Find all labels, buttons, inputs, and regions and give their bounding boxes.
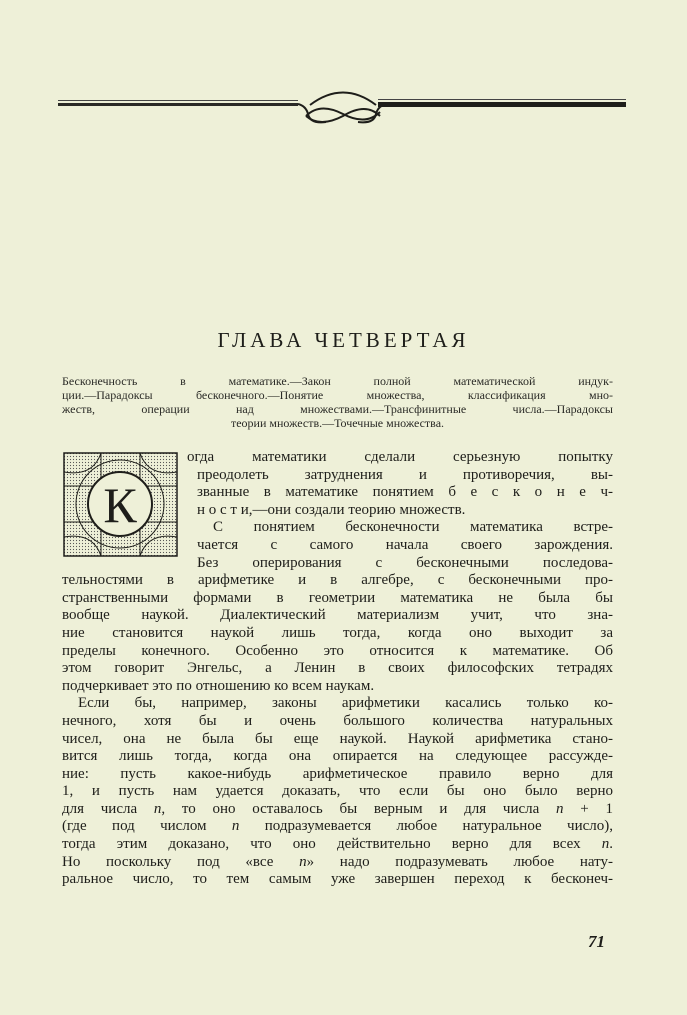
summary-line: жеств, операции над множествами.—Трансфинитные числа.—Парадоксы	[62, 402, 613, 416]
chapter-header-ornament	[58, 88, 626, 128]
math-variable: n	[299, 853, 307, 870]
body-line: ние: пусть какое-нибудь арифметическое правило верно для	[62, 765, 613, 782]
body-line: вообще наукой. Диалектический материализм учит, что зна-	[62, 607, 613, 624]
body-line: нечного, хотя бы и очень большого количества натуральных	[62, 712, 613, 729]
body-line: вится лишь тогда, когда она опирается на следующее рассужде-	[62, 748, 613, 765]
math-variable: n	[231, 818, 240, 835]
summary-line: ции.—Парадоксы бесконечного.—Понятие множества, классификация мно-	[62, 388, 613, 402]
body-line: тогда этим доказано, что оно действительно верно для всех n.	[62, 836, 613, 853]
chapter-summary	[62, 374, 613, 430]
body-line: званные в математике понятием б е с к о н е ч-	[197, 484, 613, 501]
body-line: для числа n, то оно оставалось бы верным и для числа n + 1	[62, 800, 613, 817]
chapter-title: ГЛАВА ЧЕТВЕРТАЯ	[217, 328, 470, 352]
body-line: С понятием бесконечности математика встре-	[213, 519, 613, 536]
body-line: странственными формами в геометрии математика не была бы	[62, 589, 613, 606]
summary-line: Бесконечность в математике.—Закон полной математической индук-	[62, 374, 613, 388]
body-text	[62, 449, 613, 889]
drop-cap-letter: К	[103, 477, 137, 533]
body-line: Без оперирования с бесконечными последова-	[197, 554, 613, 571]
body-line: ральное число, то тем самым уже завершен переход к бесконеч-	[62, 871, 613, 888]
math-variable: n	[601, 836, 610, 853]
body-line: огда математики сделали серьезную попытку	[187, 449, 613, 465]
body-line: Но поскольку под «все n» надо подразумевать любое нату-	[62, 853, 613, 870]
body-line: ние становится наукой лишь тогда, когда оно выходит за	[62, 624, 613, 641]
body-line: (где под числом n подразумевается любое натуральное число),	[62, 818, 613, 835]
body-line: 1, и пусть нам удается доказать, что если бы оно было верно	[62, 783, 613, 800]
math-variable: n	[153, 800, 162, 817]
body-line: н о с т и,—они создали теорию множеств.	[197, 501, 466, 518]
body-line: пределы конечного. Особенно это относится к математике. Об	[62, 642, 613, 659]
body-line: чается с самого начала своего зарождения.	[197, 536, 613, 553]
body-line: Если бы, например, законы арифметики касались только ко-	[78, 695, 613, 712]
body-line: чисел, она не была бы еще наукой. Наукой арифметика стано-	[62, 730, 613, 747]
math-variable: n	[556, 800, 564, 817]
body-line: подчеркивает это по отношению ко всем наукам.	[62, 677, 375, 694]
body-line: этом говорит Энгельс, а Ленин в своих философских тетрадях	[62, 660, 613, 677]
summary-line: теории множеств.—Точечные множества.	[230, 416, 445, 430]
page-number: 71	[588, 932, 605, 951]
body-line: тельностями в арифметике и в алгебре, с бесконечными про-	[62, 572, 613, 589]
body-line: преодолеть затруднения и противоречия, вы-	[197, 466, 613, 483]
